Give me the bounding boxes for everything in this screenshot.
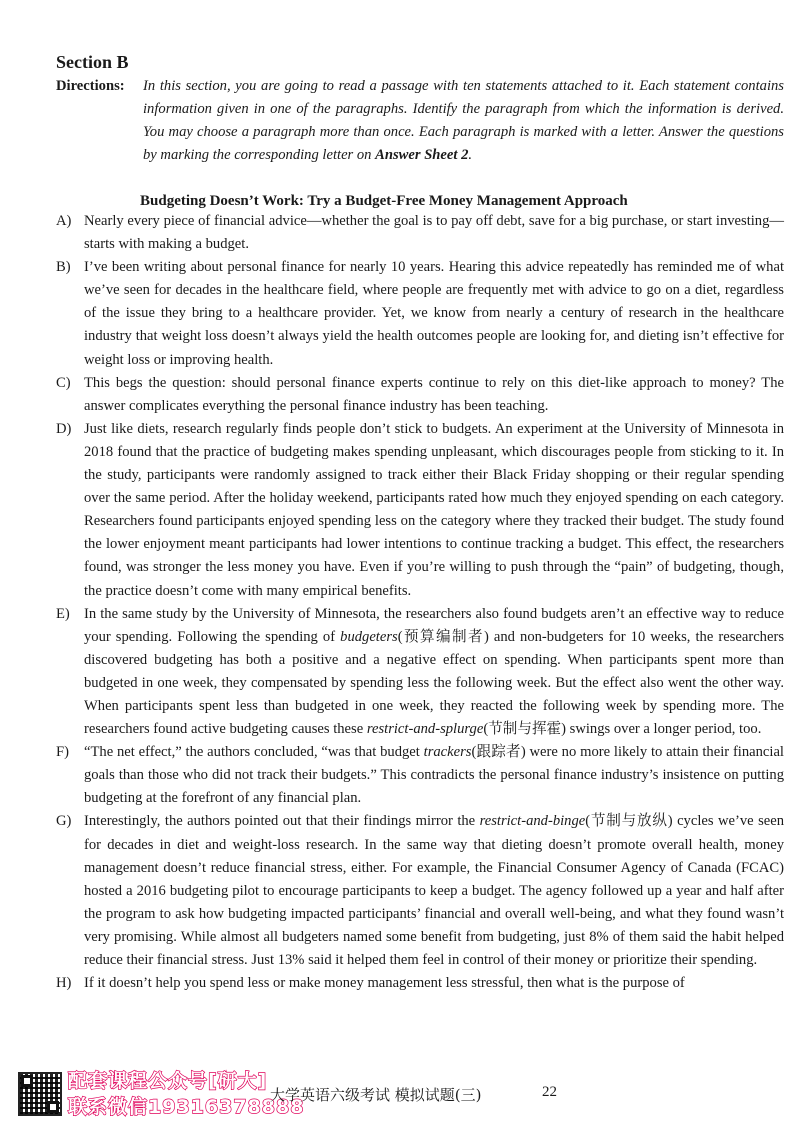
page-number: 22 [542,1084,557,1100]
text-run: (节制与挥霍) swings over a longer period, too. [483,721,762,738]
paragraph-text: Nearly every piece of financial advice—whether the goal is to pay off debt, save for a big purchase, or start investing—starts with making a budget. [84,213,784,253]
paragraph-letter: E) [56,605,70,622]
paragraph-text: Just like diets, research regularly finds people don’t stick to budgets. An experiment at the University of Minnesota in 2018 found that the practice of budgeting makes spending unpleasant, which discourages people from sticking to it. In the study, participants were randomly assigned to track either their Black Friday shopping or their regular spending over the same period. After the holiday weekend, participants rated how much they enjoyed spending on each category. Researchers found participants enjoyed spending less on the category where they tracked their budget. The study found the lower enjoyment meant participants had lower intentions to continue tracking a budget. This effect, the researchers found, was stronger the less money you have. Even if you’re willing to push through the “pain” of budgeting, though, the practice doesn’t come with many empirical benefits. [84,420,784,599]
paragraph-text [84,813,784,968]
paragraph-d [56,418,784,603]
paragraph-text: I’ve been writing about personal finance for nearly 10 years. Hearing this advice repeatedly has reminded me of what we’ve seen for decades in the healthcare field, where people are frequently met with advice to go on a diet, regardless of the issue they bring to a healthcare provider. Yet, we know from nearly a century of research in the healthcare industry that weight loss doesn’t always yield the health outcomes people are looking for, and dieting isn’t effective for weight loss or improving health. [84,259,784,368]
directions-emphasis: Answer Sheet 2 [375,147,469,163]
article-title: Budgeting Doesn’t Work: Try a Budget-Free Money Management Approach [140,193,628,209]
text-run: (跟踪者) were no more likely to attain their financial goals than those who did not track their budgets.” This contradicts the personal finance industry’s insistence on putting budgeting at the forefront of any financial plan. [84,744,784,807]
paragraph-text: This begs the question: should personal finance experts continue to rely on this diet-like approach to money? The answer complicates everything the personal finance industry has been teaching. [84,374,784,414]
promo-contact: 联系微信19316378888 [68,1096,305,1118]
paragraph-letter: D) [56,420,72,437]
italic-term: trackers [423,744,472,761]
paragraph-letter: A) [56,213,72,229]
paragraph-letter: B) [56,259,71,276]
paragraph-letter: F) [56,744,69,761]
paragraph-letter: C) [56,374,71,391]
text-run: “The net effect,” the authors concluded, “was that budget [84,744,424,761]
paragraph-g [56,810,784,972]
italic-term: restrict-and-binge [479,813,586,830]
text-run: In the same study by the University of Minnesota, the researchers also found budgets aren’t an effective way to reduce your spending. Following the spending of [84,605,784,645]
directions [56,75,784,167]
paragraph-a [56,210,784,256]
paragraph-text [84,606,784,737]
italic-term: budgeters [340,628,398,645]
paragraph-b [56,256,784,371]
italic-term: restrict-and-splurge [366,721,484,738]
exam-label: 大学英语六级考试 模拟试题(三) [270,1086,482,1104]
qr-code-icon [18,1072,62,1116]
section-title: Section B [56,52,129,72]
paragraph-letter: H) [56,975,72,992]
paragraph-text [84,744,784,806]
directions-text [143,75,784,167]
text-run: Interestingly, the authors pointed out that their findings mirror the [84,813,480,830]
paragraph-f [56,741,784,810]
passage [56,210,784,995]
paragraph-c [56,372,784,418]
directions-text-after: . [468,147,473,163]
paragraph-letter: G) [56,813,72,830]
text-run: (节制与放纵) cycles we’ve seen for decades in diet and weight-loss research. In the same way that dieting doesn’t promote overall health, money management doesn’t reduce financial stress, either. For example, the Financial Consumer Agency of Canada (FCAC) hosted a 2016 budgeting pilot to encourage participants to keep a budget. The agency followed up a year and half after the program to ask how budgeting impacted participants’ financial and overall well-being, and what they found wasn’t very promising. While almost all budgeters named some benefit from budgeting, just 8% of them said the habit helped reduce their financial stress. Just 13% said it helped them feel in control of their money or prioritize their spending. [84,813,784,968]
paragraph-text: If it doesn’t help you spend less or make money management less stressful, then what is the purpose of [84,975,685,992]
page-footer [0,1064,800,1124]
paragraph-h [56,972,784,995]
directions-label: Directions: [56,78,125,94]
paragraph-e [56,603,784,742]
directions-text-before: In this section, you are going to read a passage with ten statements attached to it. Each statement contains information given in one of the paragraphs. Identify the paragraph from which the information is derived. You may choose a paragraph more than once. Each paragraph is marked with a letter. Answer the questions by marking the corresponding letter on [143,78,784,163]
promo-watermark: 配套课程公众号[研大] [68,1070,268,1092]
text-run: (预算编制者) and non-budgeters for 10 weeks, the researchers discovered budgeting has both a positive and a negative effect on spending. When participants spent more than budgeted in one week, they compensated by spending less the following week. But the effect also went the other way. When participants spent less than budgeted in one week, they reacted the following week by spending more. The researchers found active budgeting causes these [84,628,784,738]
